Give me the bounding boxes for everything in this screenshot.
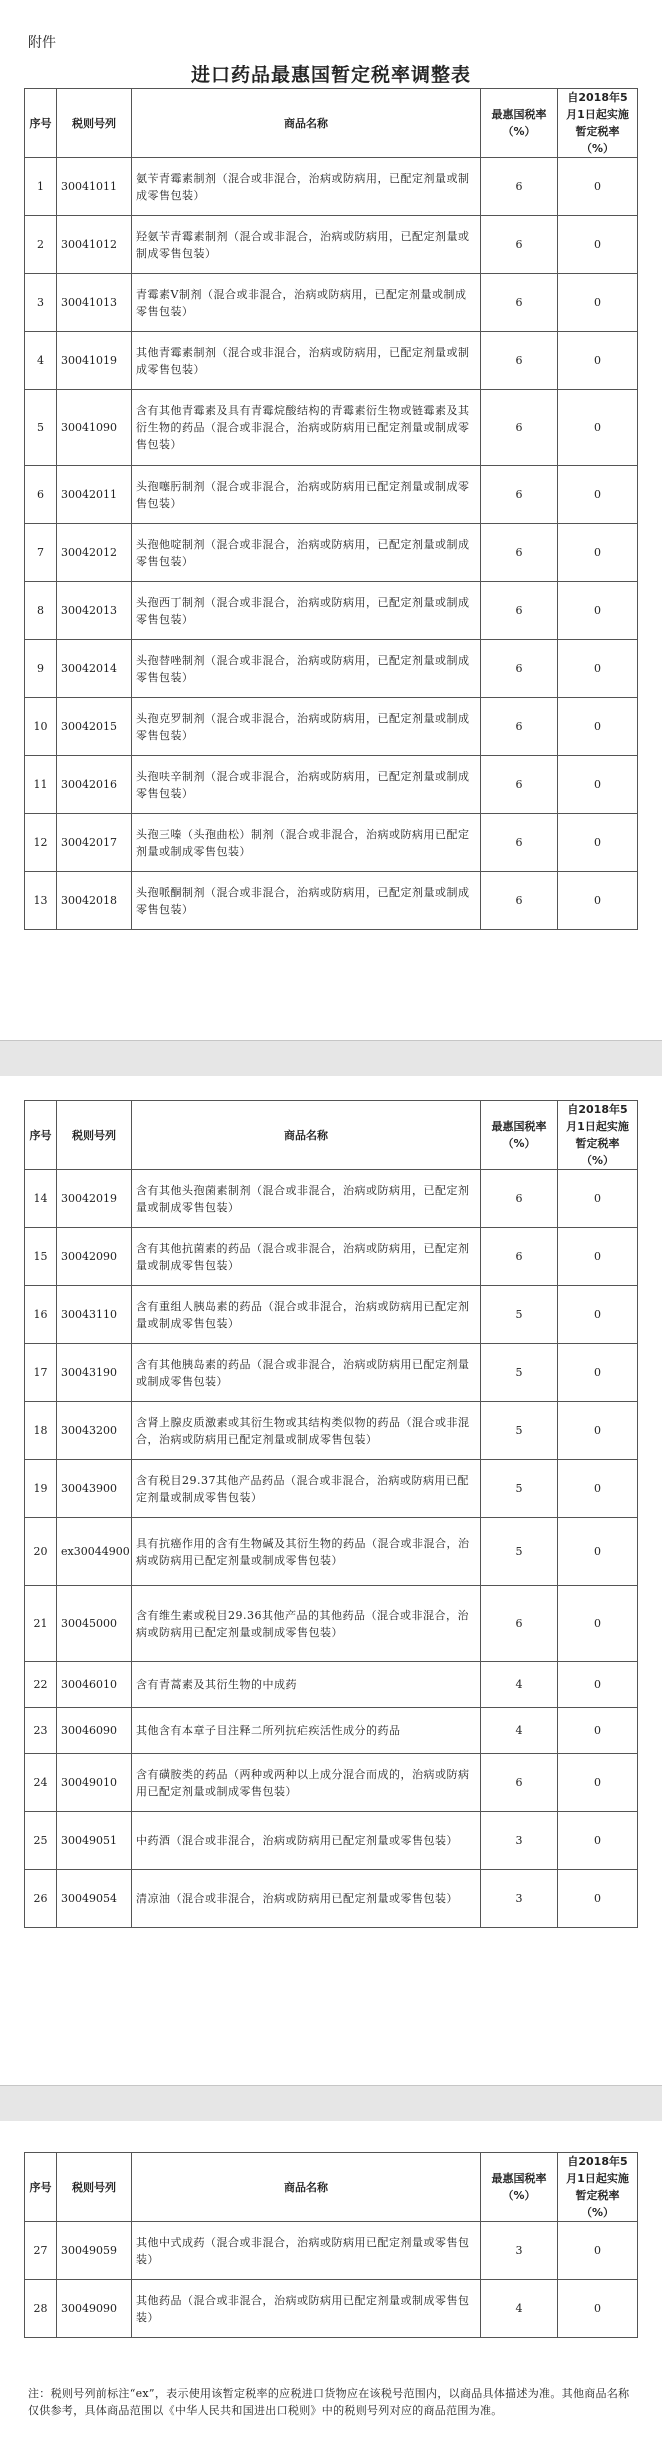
row-index: 25 (25, 1812, 57, 1870)
row-name: 其他药品（混合或非混合，治病或防病用已配定剂量或制成零售包装） (132, 2280, 481, 2338)
table-row (25, 698, 638, 756)
table-row (25, 814, 638, 872)
table-row (25, 274, 638, 332)
row-name: 含有青蒿素及其衍生物的中成药 (132, 1662, 481, 1708)
row-code: 30049090 (57, 2280, 132, 2338)
row-new-rate: 0 (558, 1870, 638, 1928)
row-mfn-rate: 6 (481, 698, 558, 756)
header-new-rate: 自2018年5月1日起实施暂定税率（%） (558, 2153, 638, 2222)
row-new-rate: 0 (558, 872, 638, 930)
row-code: 30049054 (57, 1870, 132, 1928)
row-code: 30042016 (57, 756, 132, 814)
row-name: 含有税目29.37其他产品药品（混合或非混合，治病或防病用已配定剂量或制成零售包装） (132, 1460, 481, 1518)
row-mfn-rate: 3 (481, 1870, 558, 1928)
page-title: 进口药品最惠国暂定税率调整表 (190, 64, 471, 86)
row-code: 30042090 (57, 1228, 132, 1286)
row-new-rate: 0 (558, 1460, 638, 1518)
row-mfn-rate: 6 (481, 1586, 558, 1662)
header-code: 税则号列 (57, 2153, 132, 2222)
table-row (25, 158, 638, 216)
row-mfn-rate: 6 (481, 756, 558, 814)
row-mfn-rate: 6 (481, 390, 558, 466)
rate-table-page-3 (24, 2152, 638, 2338)
header-code: 税则号列 (57, 1101, 132, 1170)
row-mfn-rate: 6 (481, 216, 558, 274)
row-index: 4 (25, 332, 57, 390)
row-new-rate: 0 (558, 1286, 638, 1344)
row-index: 22 (25, 1662, 57, 1708)
row-new-rate: 0 (558, 1402, 638, 1460)
row-new-rate: 0 (558, 1754, 638, 1812)
row-code: 30045000 (57, 1586, 132, 1662)
row-name: 含有其他头孢菌素制剂（混合或非混合，治病或防病用，已配定剂量或制成零售包装） (132, 1170, 481, 1228)
table-row (25, 1170, 638, 1228)
row-name: 含有磺胺类的药品（两种或两种以上成分混合而成的，治病或防病用已配定剂量或制成零售包装） (132, 1754, 481, 1812)
table-row (25, 390, 638, 466)
row-index: 15 (25, 1228, 57, 1286)
row-code: 30046090 (57, 1708, 132, 1754)
row-index: 2 (25, 216, 57, 274)
row-index: 16 (25, 1286, 57, 1344)
row-index: 8 (25, 582, 57, 640)
row-code: 30042011 (57, 466, 132, 524)
row-mfn-rate: 5 (481, 1344, 558, 1402)
table-row (25, 524, 638, 582)
row-code: 30041090 (57, 390, 132, 466)
row-mfn-rate: 6 (481, 466, 558, 524)
row-code: 30042019 (57, 1170, 132, 1228)
row-code: 30049010 (57, 1754, 132, 1812)
rate-table-page-2 (24, 1100, 638, 1928)
row-index: 12 (25, 814, 57, 872)
row-new-rate: 0 (558, 1662, 638, 1708)
row-name: 其他青霉素制剂（混合或非混合，治病或防病用，已配定剂量或制成零售包装） (132, 332, 481, 390)
row-index: 19 (25, 1460, 57, 1518)
header-mfn-rate: 最惠国税率（%） (481, 1101, 558, 1170)
row-index: 10 (25, 698, 57, 756)
row-mfn-rate: 6 (481, 814, 558, 872)
row-mfn-rate: 6 (481, 524, 558, 582)
row-mfn-rate: 6 (481, 872, 558, 930)
table-row (25, 640, 638, 698)
row-code: 30041011 (57, 158, 132, 216)
table-row (25, 1870, 638, 1928)
row-new-rate: 0 (558, 814, 638, 872)
row-name: 含有其他胰岛素的药品（混合或非混合，治病或防病用已配定剂量或制成零售包装） (132, 1344, 481, 1402)
row-new-rate: 0 (558, 274, 638, 332)
table-row (25, 2222, 638, 2280)
row-new-rate: 0 (558, 2222, 638, 2280)
row-code: 30041013 (57, 274, 132, 332)
row-name: 头孢噻肟制剂（混合或非混合，治病或防病用已配定剂量或制成零售包装） (132, 466, 481, 524)
page-separator (0, 1040, 662, 1076)
row-mfn-rate: 6 (481, 582, 558, 640)
row-name: 头孢三嗪（头孢曲松）制剂（混合或非混合，治病或防病用已配定剂量或制成零售包装） (132, 814, 481, 872)
table-row (25, 2280, 638, 2338)
table-row (25, 1812, 638, 1870)
row-new-rate: 0 (558, 1812, 638, 1870)
row-new-rate: 0 (558, 216, 638, 274)
row-name: 头孢西丁制剂（混合或非混合，治病或防病用，已配定剂量或制成零售包装） (132, 582, 481, 640)
row-new-rate: 0 (558, 582, 638, 640)
table-row (25, 872, 638, 930)
row-name: 含有其他青霉素及具有青霉烷酸结构的青霉素衍生物或链霉素及其衍生物的药品（混合或非混合，治病或防病用已配定剂量或制成零售包装） (132, 390, 481, 466)
row-index: 7 (25, 524, 57, 582)
table-row (25, 466, 638, 524)
header-name: 商品名称 (132, 2153, 481, 2222)
row-mfn-rate: 6 (481, 1228, 558, 1286)
row-new-rate: 0 (558, 1708, 638, 1754)
row-new-rate: 0 (558, 1170, 638, 1228)
row-new-rate: 0 (558, 756, 638, 814)
row-new-rate: 0 (558, 640, 638, 698)
row-code: 30042014 (57, 640, 132, 698)
table-row (25, 1344, 638, 1402)
table-row (25, 1518, 638, 1586)
row-name: 头孢替唑制剂（混合或非混合，治病或防病用，已配定剂量或制成零售包装） (132, 640, 481, 698)
row-mfn-rate: 6 (481, 274, 558, 332)
row-index: 18 (25, 1402, 57, 1460)
row-code: 30043200 (57, 1402, 132, 1460)
row-mfn-rate: 6 (481, 640, 558, 698)
table-row (25, 1754, 638, 1812)
table-header-row (25, 89, 638, 158)
row-code: 30041019 (57, 332, 132, 390)
row-mfn-rate: 5 (481, 1460, 558, 1518)
row-mfn-rate: 4 (481, 1662, 558, 1708)
row-new-rate: 0 (558, 332, 638, 390)
row-name: 头孢呋辛制剂（混合或非混合，治病或防病用，已配定剂量或制成零售包装） (132, 756, 481, 814)
row-code: 30046010 (57, 1662, 132, 1708)
row-index: 21 (25, 1586, 57, 1662)
header-mfn-rate: 最惠国税率（%） (481, 89, 558, 158)
row-index: 5 (25, 390, 57, 466)
row-name: 其他含有本章子目注释二所列抗疟疾活性成分的药品 (132, 1708, 481, 1754)
table-row (25, 582, 638, 640)
table-row (25, 216, 638, 274)
row-index: 20 (25, 1518, 57, 1586)
row-new-rate: 0 (558, 390, 638, 466)
row-code: 30042012 (57, 524, 132, 582)
header-name: 商品名称 (132, 1101, 481, 1170)
row-name: 含肾上腺皮质激素或其衍生物或其结构类似物的药品（混合或非混合，治病或防病用已配定剂量或制成零售包装） (132, 1402, 481, 1460)
row-index: 14 (25, 1170, 57, 1228)
row-mfn-rate: 5 (481, 1402, 558, 1460)
rate-table-page-1 (24, 88, 638, 930)
row-name: 具有抗癌作用的含有生物碱及其衍生物的药品（混合或非混合，治病或防病用已配定剂量或制成零售包装） (132, 1518, 481, 1586)
row-new-rate: 0 (558, 1344, 638, 1402)
header-new-rate: 自2018年5月1日起实施暂定税率（%） (558, 1101, 638, 1170)
row-mfn-rate: 6 (481, 1170, 558, 1228)
header-index: 序号 (25, 2153, 57, 2222)
row-name: 羟氨苄青霉素制剂（混合或非混合，治病或防病用，已配定剂量或制成零售包装） (132, 216, 481, 274)
row-name: 氨苄青霉素制剂（混合或非混合，治病或防病用，已配定剂量或制成零售包装） (132, 158, 481, 216)
row-mfn-rate: 6 (481, 1754, 558, 1812)
row-name: 头孢他啶制剂（混合或非混合，治病或防病用，已配定剂量或制成零售包装） (132, 524, 481, 582)
table-row (25, 1286, 638, 1344)
row-new-rate: 0 (558, 2280, 638, 2338)
row-new-rate: 0 (558, 1228, 638, 1286)
row-index: 6 (25, 466, 57, 524)
row-mfn-rate: 4 (481, 2280, 558, 2338)
row-code: 30042013 (57, 582, 132, 640)
row-code: ex30044900 (57, 1518, 132, 1586)
row-new-rate: 0 (558, 466, 638, 524)
attachment-label: 附件 (28, 35, 56, 51)
table-row (25, 332, 638, 390)
row-mfn-rate: 6 (481, 332, 558, 390)
page-separator (0, 2085, 662, 2121)
row-name: 青霉素V制剂（混合或非混合，治病或防病用，已配定剂量或制成零售包装） (132, 274, 481, 332)
table-row (25, 756, 638, 814)
header-index: 序号 (25, 1101, 57, 1170)
table-row (25, 1586, 638, 1662)
row-index: 23 (25, 1708, 57, 1754)
header-name: 商品名称 (132, 89, 481, 158)
table-row (25, 1402, 638, 1460)
table-row (25, 1708, 638, 1754)
row-index: 9 (25, 640, 57, 698)
row-name: 含有重组人胰岛素的药品（混合或非混合，治病或防病用已配定剂量或制成零售包装） (132, 1286, 481, 1344)
row-new-rate: 0 (558, 698, 638, 756)
row-name: 含有其他抗菌素的药品（混合或非混合，治病或防病用，已配定剂量或制成零售包装） (132, 1228, 481, 1286)
table-header-row (25, 2153, 638, 2222)
table-row (25, 1662, 638, 1708)
row-code: 30041012 (57, 216, 132, 274)
row-mfn-rate: 4 (481, 1708, 558, 1754)
row-index: 17 (25, 1344, 57, 1402)
table-row (25, 1460, 638, 1518)
row-name: 头孢克罗制剂（混合或非混合，治病或防病用，已配定剂量或制成零售包装） (132, 698, 481, 756)
row-name: 中药酒（混合或非混合，治病或防病用已配定剂量或零售包装） (132, 1812, 481, 1870)
row-mfn-rate: 3 (481, 1812, 558, 1870)
header-code: 税则号列 (57, 89, 132, 158)
row-code: 30043900 (57, 1460, 132, 1518)
row-new-rate: 0 (558, 1586, 638, 1662)
row-name: 其他中式成药（混合或非混合，治病或防病用已配定剂量或零售包装） (132, 2222, 481, 2280)
row-index: 1 (25, 158, 57, 216)
table-row (25, 1228, 638, 1286)
table-header-row (25, 1101, 638, 1170)
row-mfn-rate: 5 (481, 1286, 558, 1344)
row-index: 28 (25, 2280, 57, 2338)
header-index: 序号 (25, 89, 57, 158)
row-name: 清凉油（混合或非混合，治病或防病用已配定剂量或零售包装） (132, 1870, 481, 1928)
footnote: 注：税则号列前标注“ex”，表示使用该暂定税率的应税进口货物应在该税号范围内，以商品具体描述为准。其他商品名称仅供参考，具体商品范围以《中华人民共和国进出口税则》中的税则号列对应的商品范围为准。 (28, 2387, 630, 2417)
row-mfn-rate: 6 (481, 158, 558, 216)
row-mfn-rate: 3 (481, 2222, 558, 2280)
row-index: 27 (25, 2222, 57, 2280)
row-new-rate: 0 (558, 524, 638, 582)
row-index: 3 (25, 274, 57, 332)
row-code: 30049059 (57, 2222, 132, 2280)
row-name: 含有维生素或税目29.36其他产品的其他药品（混合或非混合，治病或防病用已配定剂量或制成零售包装） (132, 1586, 481, 1662)
header-mfn-rate: 最惠国税率（%） (481, 2153, 558, 2222)
row-new-rate: 0 (558, 1518, 638, 1586)
row-code: 30042015 (57, 698, 132, 756)
row-code: 30043110 (57, 1286, 132, 1344)
row-new-rate: 0 (558, 158, 638, 216)
header-new-rate: 自2018年5月1日起实施暂定税率（%） (558, 89, 638, 158)
row-index: 26 (25, 1870, 57, 1928)
row-mfn-rate: 5 (481, 1518, 558, 1586)
row-code: 30042018 (57, 872, 132, 930)
row-index: 11 (25, 756, 57, 814)
row-name: 头孢哌酮制剂（混合或非混合，治病或防病用，已配定剂量或制成零售包装） (132, 872, 481, 930)
row-index: 13 (25, 872, 57, 930)
row-code: 30049051 (57, 1812, 132, 1870)
row-code: 30042017 (57, 814, 132, 872)
row-code: 30043190 (57, 1344, 132, 1402)
row-index: 24 (25, 1754, 57, 1812)
